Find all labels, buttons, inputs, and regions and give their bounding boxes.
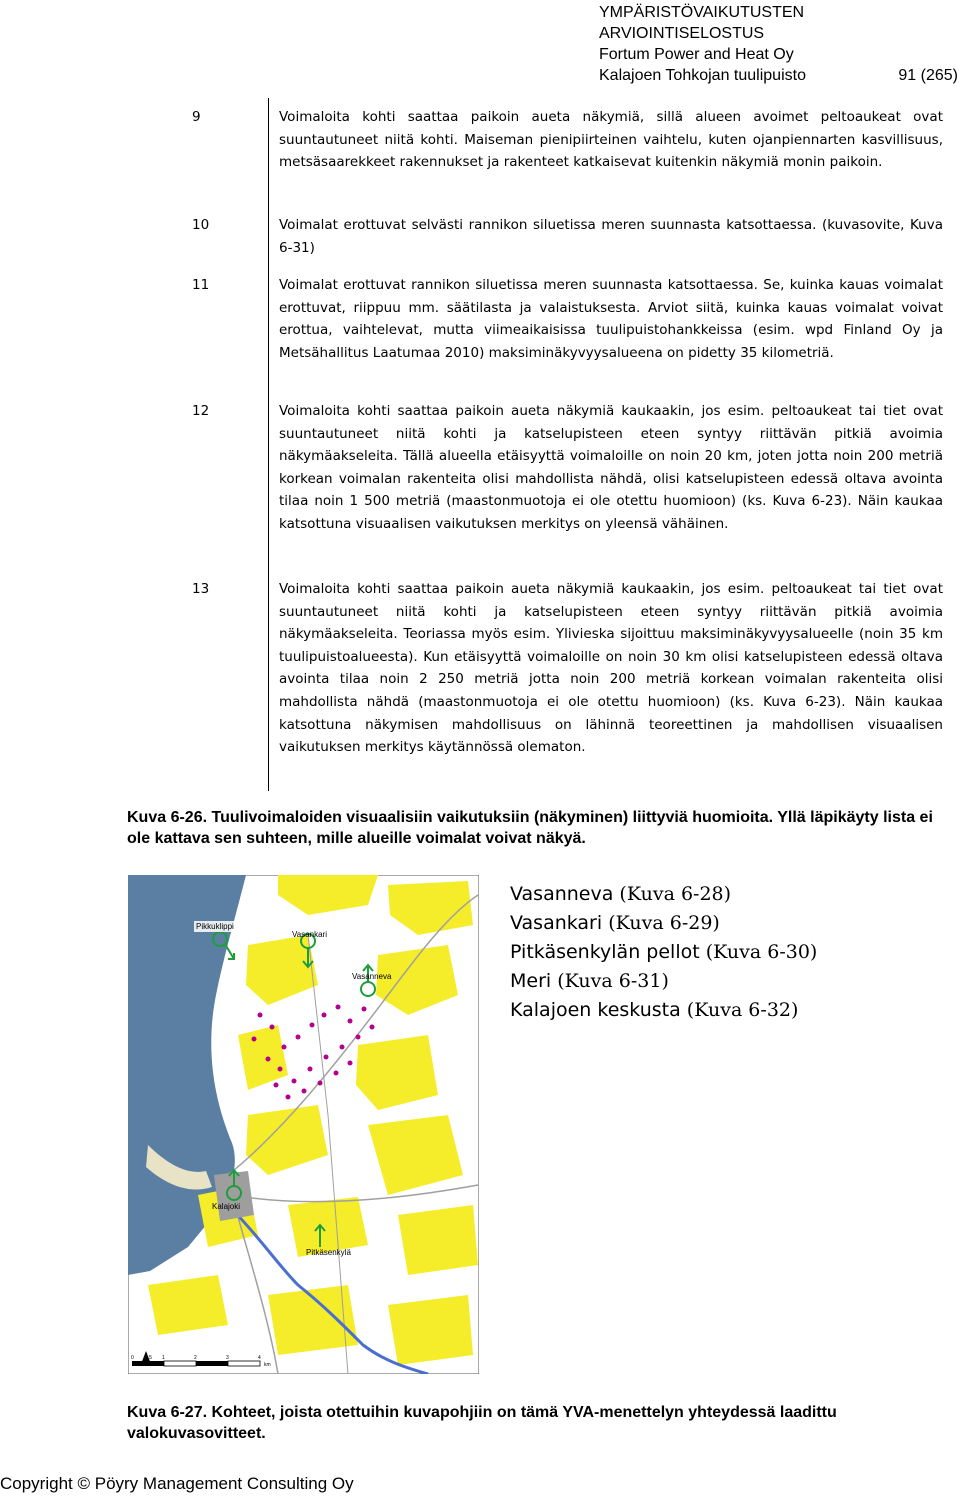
item-number: 13 <box>192 581 210 597</box>
legend-name: Kalajoen keskusta <box>510 999 681 1021</box>
legend-name: Pitkäsenkylän pellot <box>510 941 700 963</box>
header-line-1: YMPÄRISTÖVAIKUTUSTEN <box>599 4 805 21</box>
turbine-point <box>336 1005 341 1010</box>
page-header <box>599 2 960 86</box>
header-line-2: ARVIOINTISELOSTUS <box>599 25 765 42</box>
turbine-point <box>356 1035 361 1040</box>
label-vasankari: Vasankari <box>292 930 327 939</box>
turbine-point <box>302 1089 307 1094</box>
item-text: Voimalat erottuvat rannikon siluetissa meren suunnasta katsottaessa. Se, kuinka kauas voimalat erottuvat, riippuu mm. säätilasta ja valaistuksesta. Arviot siitä, kuinka kauas voimalat voivat erottua, vaihtelevat, mutta viimeaikaisissa tuulipuistohankkeissa (esim. wpd Finland Oy ja Metsähallitus Laatumaa 2010) maksiminäkyvyysalueena on pidetty 35 kilometriä. <box>279 277 943 361</box>
scale-segment <box>228 1361 260 1366</box>
scale-tick-label: 4 <box>258 1355 261 1361</box>
label-pikkuklippi: Pikkuklippi <box>196 922 234 931</box>
turbine-point <box>282 1045 287 1050</box>
list-divider-line <box>268 98 269 791</box>
field-patch <box>148 1275 228 1335</box>
item-text: Voimalat erottuvat selvästi rannikon siluetissa meren suunnasta katsottaessa. (kuvasovite, Kuva 6-31) <box>279 217 943 256</box>
legend-ref: (Kuva 6-29) <box>608 912 720 934</box>
turbine-point <box>292 1079 297 1084</box>
scale-tick-label: 2 <box>194 1355 197 1361</box>
item-number: 10 <box>192 217 210 233</box>
turbine-point <box>266 1057 271 1062</box>
item-number: 12 <box>192 403 210 419</box>
header-line-4: Kalajoen Tohkojan tuulipuisto <box>599 67 806 84</box>
turbine-point <box>296 1035 301 1040</box>
field-patch <box>388 1295 473 1365</box>
turbine-point <box>324 1055 329 1060</box>
turbine-point <box>322 1013 327 1018</box>
turbine-point <box>278 1067 283 1072</box>
scale-tick-label: 1 <box>162 1355 165 1361</box>
turbine-point <box>258 1013 263 1018</box>
legend-ref: (Kuva 6-30) <box>705 941 818 963</box>
legend-item <box>510 909 817 938</box>
turbine-point <box>348 1019 353 1024</box>
turbine-point <box>370 1025 375 1030</box>
turbine-point <box>286 1095 291 1100</box>
legend-ref: (Kuva 6-28) <box>619 883 732 905</box>
field-patch <box>268 1285 358 1355</box>
label-vasanneva: Vasanneva <box>352 972 392 981</box>
item-text: Voimaloita kohti saattaa paikoin aueta näkymiä kaukaakin, jos esim. peltoaukeat tai tiet ovat suuntautuneet niitä kohti ja katselupisteen eteen syntyy riittävän pitkiä avoimia näkymäakseleita. Tällä alueella etäisyyttä voimaloille on noin 20 km, joten jotta noin 200 metriä korkean voimalan rakenteita olisi mahdollista nähdä, olisi katselupisteen edessä oltava avointa tilaa noin 1 500 metriä (maastonmuotoja ei ole otettu huomioon) (ks. Kuva 6-23). Näin kaukaa katsottuna visuaalisen vaikutuksen merkitys on yleensä vähäinen. <box>279 403 943 532</box>
legend-item <box>510 938 817 967</box>
label-kalajoki: Kalajoki <box>212 1202 241 1211</box>
turbine-point <box>310 1023 315 1028</box>
item-number: 9 <box>192 109 201 125</box>
item-number: 11 <box>192 277 210 293</box>
label-pitkasenkyla: Pitkäsenkylä <box>306 1248 351 1257</box>
legend-item <box>510 996 817 1025</box>
scale-segment <box>132 1361 164 1366</box>
page-number: 91 (265) <box>898 67 958 84</box>
turbine-point <box>334 1071 339 1076</box>
scale-tick-label: 0 <box>131 1355 134 1361</box>
turbine-point <box>274 1083 279 1088</box>
field-patch <box>398 1205 478 1275</box>
legend-name: Vasanneva <box>510 883 614 905</box>
turbine-point <box>340 1045 345 1050</box>
legend-name: Vasankari <box>510 912 603 934</box>
legend-ref: (Kuva 6-31) <box>557 970 669 992</box>
viewpoint-legend <box>510 880 817 1025</box>
turbine-point <box>348 1061 353 1066</box>
figure-caption-6-27: Kuva 6-27. Kohteet, joista otettuihin kuvapohjiin on tämä YVA-menettelyn yhteydessä laadittu valokuvasovitteet. <box>127 1404 837 1442</box>
figure-caption-6-26: Kuva 6-26. Tuulivoimaloiden visuaalisiin vaikutuksiin (näkyminen) liittyviä huomioita. Yllä läpikäyty lista ei ole kattava sen suhteen, mille alueille voimalat voivat näkyä. <box>127 809 933 847</box>
turbine-point <box>308 1067 313 1072</box>
turbine-point <box>270 1025 275 1030</box>
scale-segment <box>164 1361 196 1366</box>
header-line-3: Fortum Power and Heat Oy <box>599 46 794 63</box>
legend-item <box>510 967 817 996</box>
map-figure <box>128 875 479 1374</box>
scale-tick-label: 0,5 <box>145 1355 152 1361</box>
legend-item <box>510 880 817 909</box>
item-text: Voimaloita kohti saattaa paikoin aueta näkymiä kaukaakin, jos esim. peltoaukeat tai tiet ovat suuntautuneet niitä kohti ja katselupisteen eteen syntyy riittävän pitkiä avoimia näkymäakseleita. Teoriassa myös esim. Ylivieska sijoittuu maksiminäkyvyysalueelle (noin 35 km tuulipuistoalueesta). Kun etäisyyttä voimaloille on noin 30 km olisi katselupisteen edessä oltava avointa tilaa noin 2 250 metriä jotta noin 200 metriä korkean voimalan rakenteita olisi mahdollista nähdä (maastonmuotoja ei ole otettu huomioon) (ks. Kuva 6-23). Näin kaukaa katsottuna näkymisen mahdollisuus on lähinnä teoreettinen ja mahdollisen visuaalisen vaikutuksen merkitys käytännössä olematon. <box>279 581 943 756</box>
copyright-footer: Copyright © Pöyry Management Consulting Oy <box>0 1474 354 1493</box>
turbine-point <box>318 1081 323 1086</box>
scale-tick-label: 3 <box>226 1355 229 1361</box>
legend-ref: (Kuva 6-32) <box>686 999 799 1021</box>
legend-name: Meri <box>510 970 552 992</box>
scale-segment <box>196 1361 228 1366</box>
turbine-point <box>362 1007 367 1012</box>
turbine-point <box>252 1037 257 1042</box>
item-text: Voimaloita kohti saattaa paikoin aueta näkymiä, sillä alueen avoimet peltoaukeat ovat suuntautuneet niitä kohti. Maiseman pienipiirteinen vaihtelu, kuten ojanpiennarten kasvillisuus, metsäsaarekkeet rakennukset ja rakenteet katkaisevat kuitenkin näkymiä monin paikoin. <box>279 109 943 171</box>
scale-unit: km <box>264 1362 271 1368</box>
